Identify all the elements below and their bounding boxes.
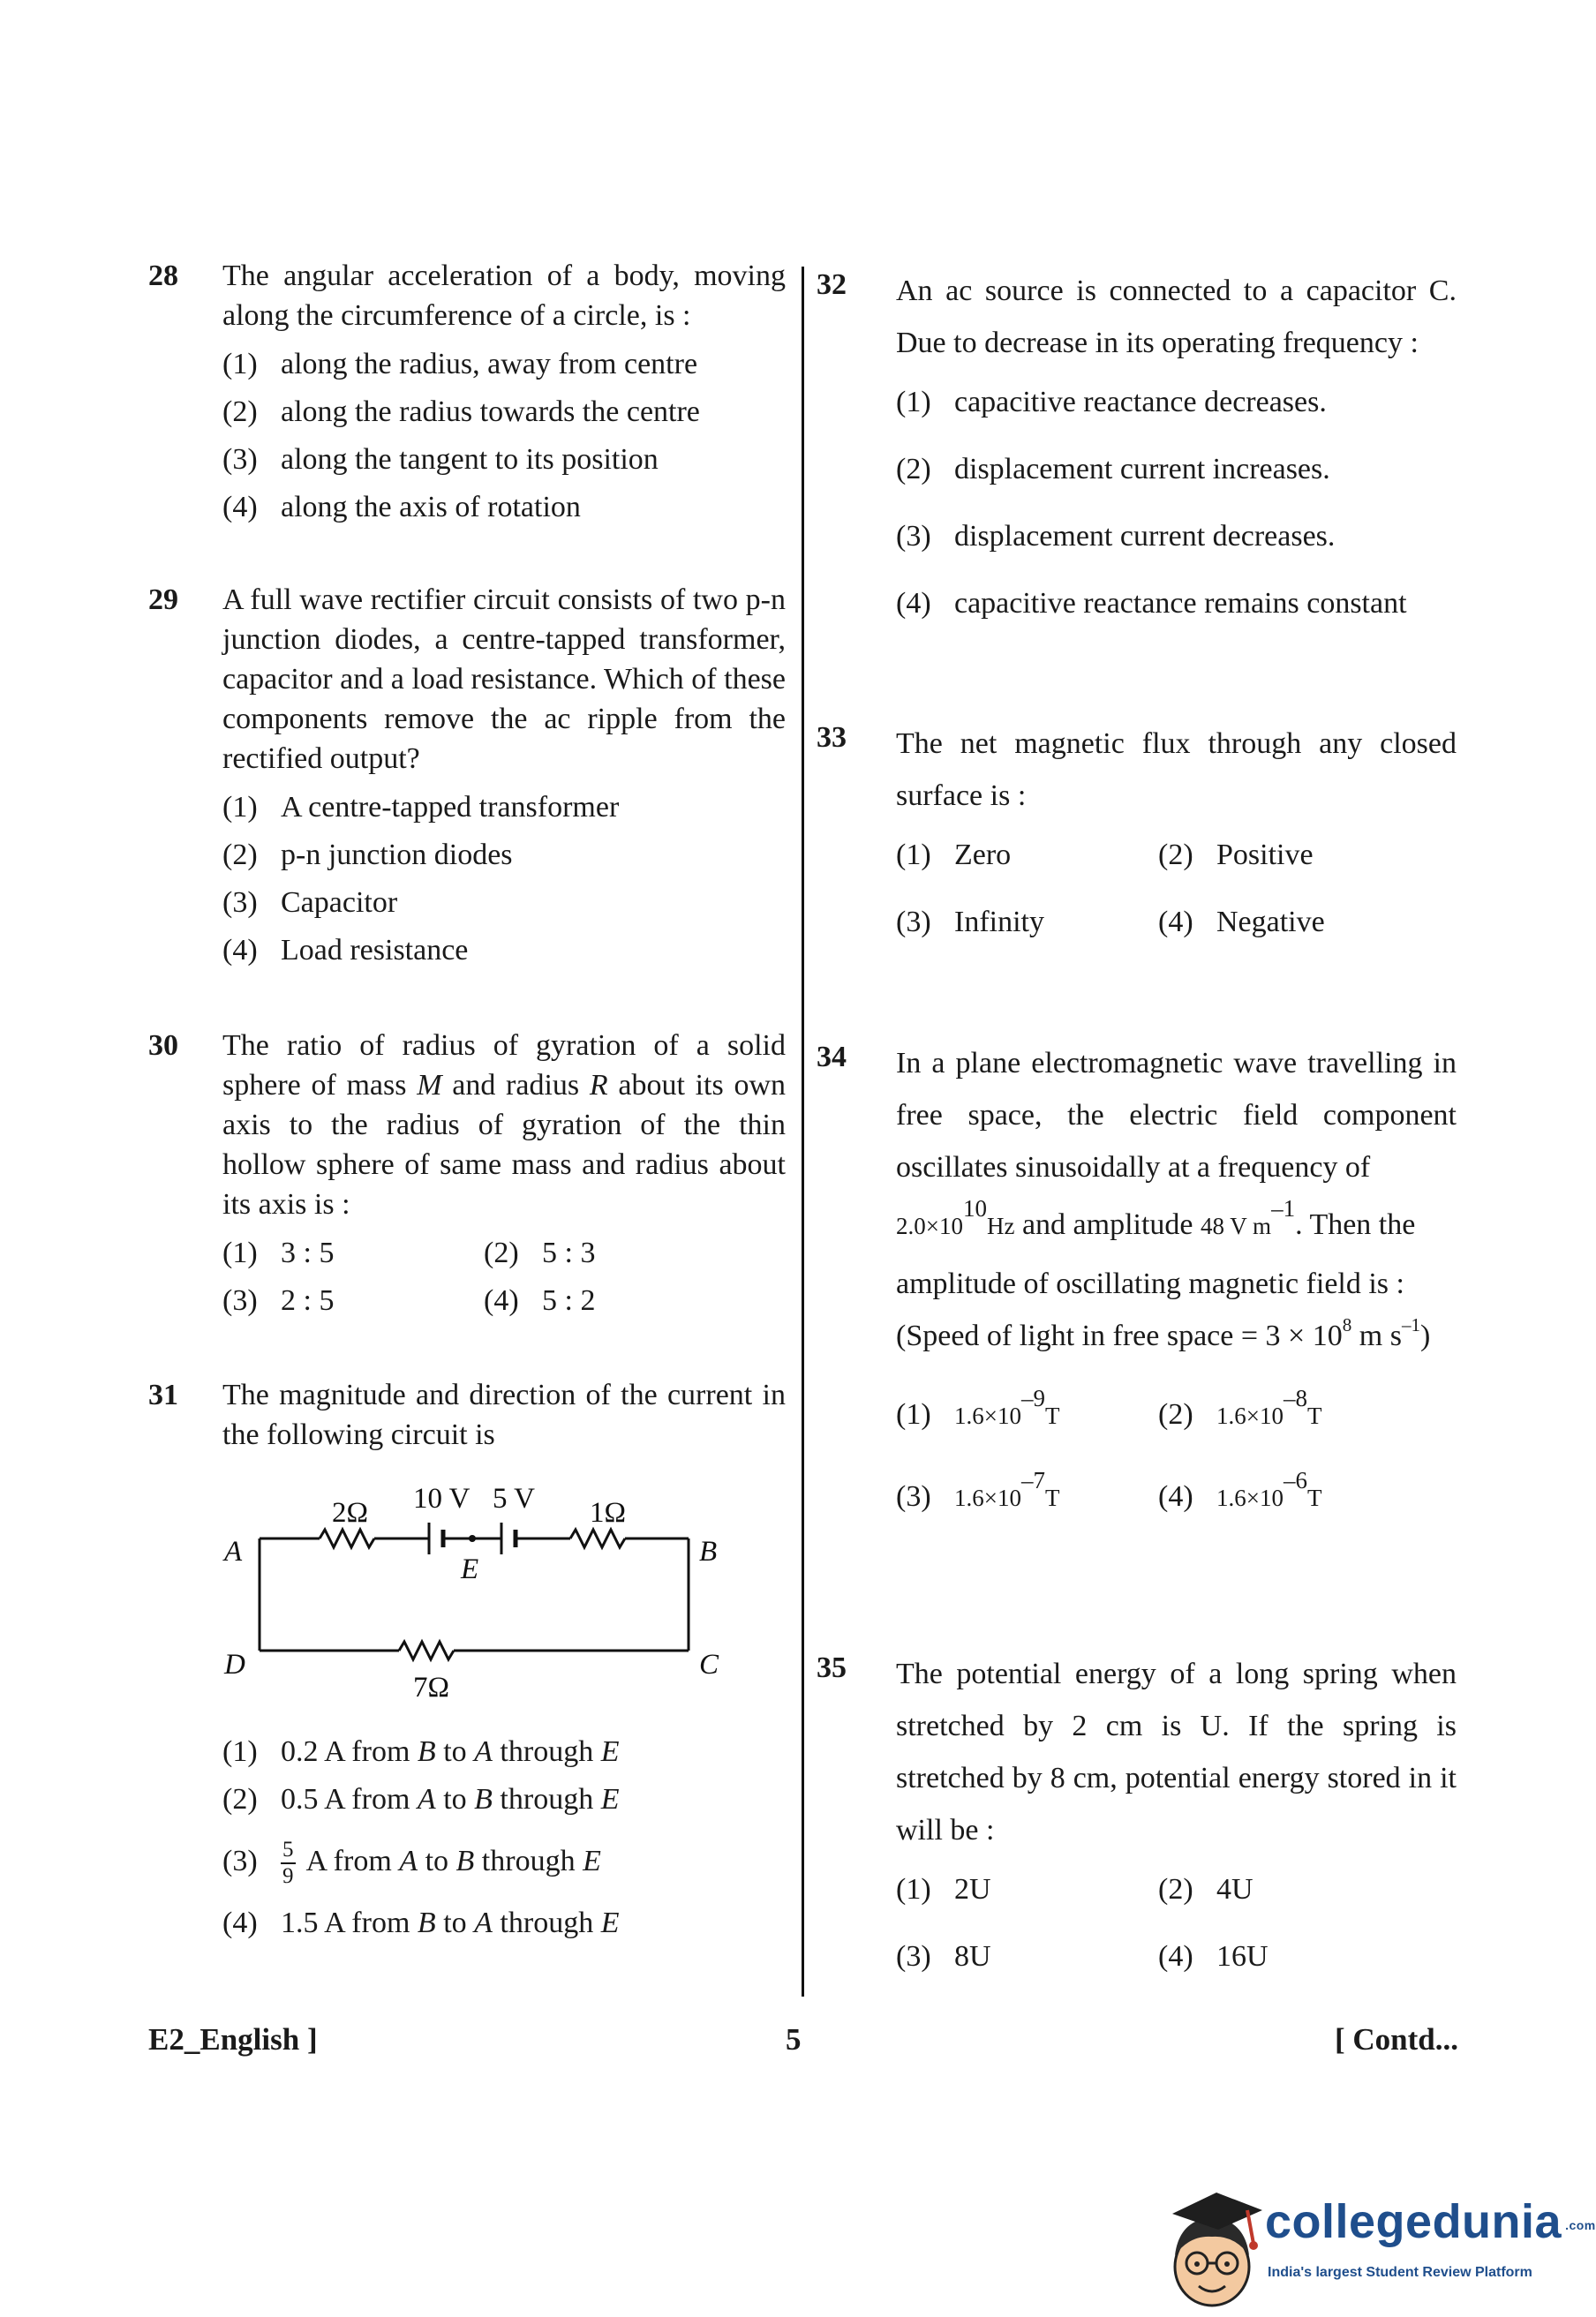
option-3[interactable]: (3) 2 : 5 [222, 1284, 335, 1317]
option-1[interactable]: (1) Zero [896, 839, 1012, 871]
question-number: 35 [817, 1651, 847, 1684]
resistor-1-ohm [570, 1530, 625, 1547]
question-stem: The magnitude and direction of the current in the following circuit is [222, 1379, 786, 1451]
option-2[interactable]: (2) displacement current increases. [896, 453, 1330, 485]
column-divider [802, 267, 804, 1997]
question-number: 34 [817, 1041, 847, 1073]
option-3[interactable]: (3) $1.6\times 10^{-7}T$ [896, 1466, 1060, 1513]
option-2[interactable]: (2) Positive [1158, 839, 1314, 871]
option-4[interactable]: (4) along the axis of rotation [222, 491, 581, 523]
resistor-7-ohm [399, 1642, 454, 1659]
question-stem: An ac source is connected to a capacitor C. Due to decrease in its operating frequency : [896, 275, 1457, 359]
option-3[interactable]: (3) displacement current decreases. [896, 520, 1336, 553]
node-d-label: D [224, 1649, 245, 1681]
option-4[interactable]: (4) 16U [1158, 1940, 1269, 1973]
option-4[interactable]: (4) 5 : 2 [484, 1284, 596, 1317]
resistor-2-ohm-label: 2Ω [332, 1497, 369, 1529]
footer-continued: [ Contd... [1334, 2022, 1458, 2057]
stem-line-3: amplitude of oscillating magnetic field is : [896, 1268, 1404, 1300]
option-4[interactable]: (4) $1.6\times 10^{-6}T$ [1158, 1466, 1322, 1513]
option-4[interactable]: (4) Load resistance [222, 934, 469, 967]
resistor-7-ohm-label: 7Ω [413, 1672, 450, 1704]
option-2[interactable]: (2) $1.6\times 10^{-8}T$ [1158, 1384, 1322, 1431]
battery-10v-label: 10 V [413, 1483, 471, 1515]
option-3[interactable]: (3) along the tangent to its position [222, 443, 659, 476]
node-e-dot [469, 1535, 476, 1542]
question-stem: The potential energy of a long spring when stretched by 2 cm is U. If the spring is stretched by 8 cm, potential energy stored in it will be : [896, 1658, 1457, 1847]
frequency-amplitude-line: $2.0\times 10^{10}Hz$ and amplitude 48 V $m^{-1}$. Then the [896, 1194, 1416, 1241]
question-stem: The ratio of radius of gyration of a solid sphere of mass M and radius R about its own axis to the radius of gyration of the thin hollow sphere of same mass and radius about its axis is : [222, 1029, 786, 1221]
question-number: 33 [817, 721, 847, 754]
option-4[interactable]: (4) capacitive reactance remains constant [896, 587, 1407, 620]
question-number: 30 [148, 1029, 178, 1062]
option-1[interactable]: (1) along the radius, away from centre [222, 348, 698, 380]
option-1[interactable]: (1) A centre-tapped transformer [222, 791, 620, 824]
option-3[interactable]: (3) Infinity [896, 906, 1044, 938]
battery-5v-label: 5 V [493, 1483, 535, 1515]
brand-tagline: India's largest Student Review Platform [1268, 2265, 1532, 2280]
option-3[interactable]: (3) Capacitor [222, 886, 398, 919]
option-3[interactable]: (3) $\frac{5}{9}$ A from A to B through E [222, 1838, 601, 1889]
speed-of-light-note: (Speed of light in free space = $3 \times 10^8$ m $s^{-1}$) [896, 1314, 1431, 1352]
node-c-label: C [699, 1649, 719, 1681]
question-stem: The net magnetic flux through any closed surface is : [896, 727, 1457, 812]
circuit-diagram [222, 1455, 787, 1719]
option-1[interactable]: (1) $1.6\times 10^{-9}T$ [896, 1384, 1060, 1431]
option-2[interactable]: (2) along the radius towards the centre [222, 395, 700, 428]
fraction: $\frac{5}{9}$ [282, 1838, 294, 1889]
question-number: 28 [148, 260, 178, 292]
question-number: 29 [148, 583, 178, 616]
node-e-label: E [461, 1553, 479, 1585]
question-stem: The angular acceleration of a body, moving along the circumference of a circle, is : [222, 260, 786, 332]
option-4[interactable]: (4) 1.5 A from B to A through E [222, 1907, 620, 1939]
mascot-icon [1163, 2171, 1265, 2313]
option-2[interactable]: (2) 4U [1158, 1873, 1253, 1906]
option-1[interactable]: (1) 3 : 5 [222, 1237, 335, 1269]
node-a-label: A [224, 1536, 243, 1568]
option-1[interactable]: (1) capacitive reactance decreases. [896, 386, 1327, 418]
resistor-1-ohm-label: 1Ω [590, 1497, 627, 1529]
option-2[interactable]: (2) 5 : 3 [484, 1237, 596, 1269]
option-2[interactable]: (2) 0.5 A from A to B through E [222, 1783, 620, 1816]
option-2[interactable]: (2) p-n junction diodes [222, 839, 513, 871]
option-3[interactable]: (3) 8U [896, 1940, 991, 1973]
option-1[interactable]: (1) 0.2 A from B to A through E [222, 1735, 620, 1768]
question-number: 32 [817, 268, 847, 301]
option-4[interactable]: (4) Negative [1158, 906, 1325, 938]
collegedunia-logo [1163, 2171, 1596, 2313]
footer-paper-code: E2_English ] [148, 2022, 318, 2057]
brand-name: collegedunia .com [1265, 2195, 1596, 2248]
question-stem: A full wave rectifier circuit consists of two p-n junction diodes, a centre-tapped transformer, capacitor and a load resistance. Which of these components remove the ac ripple from the rectified output? [222, 583, 786, 775]
footer-page-number: 5 [786, 2022, 802, 2057]
option-1[interactable]: (1) 2U [896, 1873, 991, 1906]
node-b-label: B [699, 1536, 718, 1568]
question-number: 31 [148, 1379, 178, 1411]
resistor-2-ohm [320, 1530, 374, 1547]
question-stem: In a plane electromagnetic wave travelling in free space, the electric field component oscillates sinusoidally at a frequency of [896, 1047, 1457, 1184]
